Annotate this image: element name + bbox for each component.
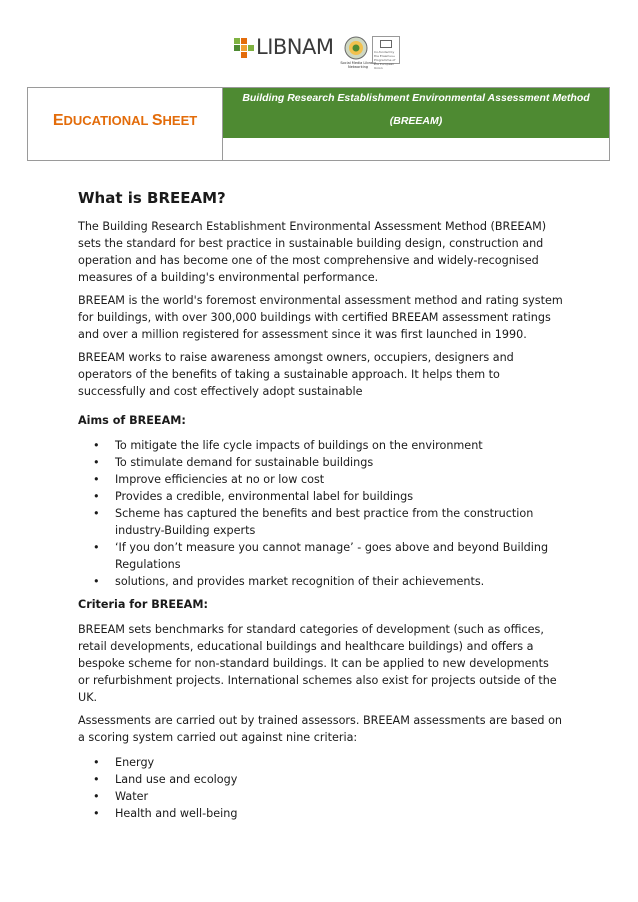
list-item: • Provides a credible, environmental label for buildings [115,488,563,505]
header-left-cell [28,88,223,160]
erasmus-flag [372,36,400,70]
sheet-title-part1: DUCATIONAL [63,113,152,128]
list-item: • Water [115,788,563,805]
libnam-emblem-icon [344,36,368,60]
list-item: • To mitigate the life cycle impacts of buildings on the environment [115,437,563,454]
topic-line-1: Building Research Establishment Environmental Assessment Method [242,92,590,104]
criteria-list [78,754,563,822]
sheet-title-part2: HEET [162,113,198,128]
sheet-title-initial-s: S [151,112,163,129]
sheet-title [28,112,222,130]
list-item: • Health and well-being [115,805,563,822]
criteria-paragraph-2: Assessments are carried out by trained assessors. BREEAM assessments are based on a scoring system carried out against nine criteria: [78,714,563,744]
intro-paragraph-2: BREEAM is the world's foremost environmental assessment method and rating system for buildings, with over 300,000 buildings with certified BREEAM assessment ratings and over a million registered for assessment since it was first launched in 1990. [78,294,563,341]
list-item: • Energy [115,754,563,771]
list-item: • ‘If you don’t measure you cannot manage’ - goes above and beyond Building Regulations [115,539,563,573]
libnam-logo [234,32,404,72]
erasmus-caption: Co-funded by the Erasmus+ Programme of the European Union [374,50,396,70]
topic-line-2: (BREEAM) [389,115,443,127]
intro-paragraph-1: The Building Research Establishment Environmental Assessment Method (BREEAM) sets the standard for best practice in sustainable building design, construction and operation and has become one of the most comprehensive and widely-recognised measures of a building's environmental performance. [78,220,547,284]
criteria-heading: Criteria for BREEAM: [78,598,208,611]
list-item: • Land use and ecology [115,771,563,788]
list-item: • Improve efficiencies at no or low cost [115,471,563,488]
page-title: What is BREEAM? [78,189,226,207]
header-table [27,87,610,161]
sheet-title-initial-e: E [52,112,64,129]
list-item: • Scheme has captured the benefits and best practice from the construction industry-Building experts [115,505,563,539]
aims-heading: Aims of BREEAM: [78,414,186,427]
logo-emblem-text: Social Media Library Networking [340,61,376,69]
criteria-paragraph-1: BREEAM sets benchmarks for standard categories of development (such as offices, retail developments, educational buildings and healthcare buildings) and offers a bespoke scheme for non-standard buildings. It can be applied to new developments or refurbishment projects. International schemes also exist for projects outside of the UK. [78,623,557,704]
logo-wordmark: LIBNAM [256,35,334,59]
eu-flag-icon [380,40,392,48]
header-topic-cell [223,88,609,138]
logo-squares-icon [234,38,254,58]
emblem-caption [340,61,376,69]
aims-list [78,437,563,590]
list-item: • To stimulate demand for sustainable buildings [115,454,563,471]
intro-paragraph-3: BREEAM works to raise awareness amongst owners, occupiers, designers and operators of the benefits of taking a sustainable approach. It helps them to successfully and cost effectively adopt sustainable [78,351,514,398]
list-item: • solutions, and provides market recognition of their achievements. [115,573,563,590]
main-content [78,188,563,828]
